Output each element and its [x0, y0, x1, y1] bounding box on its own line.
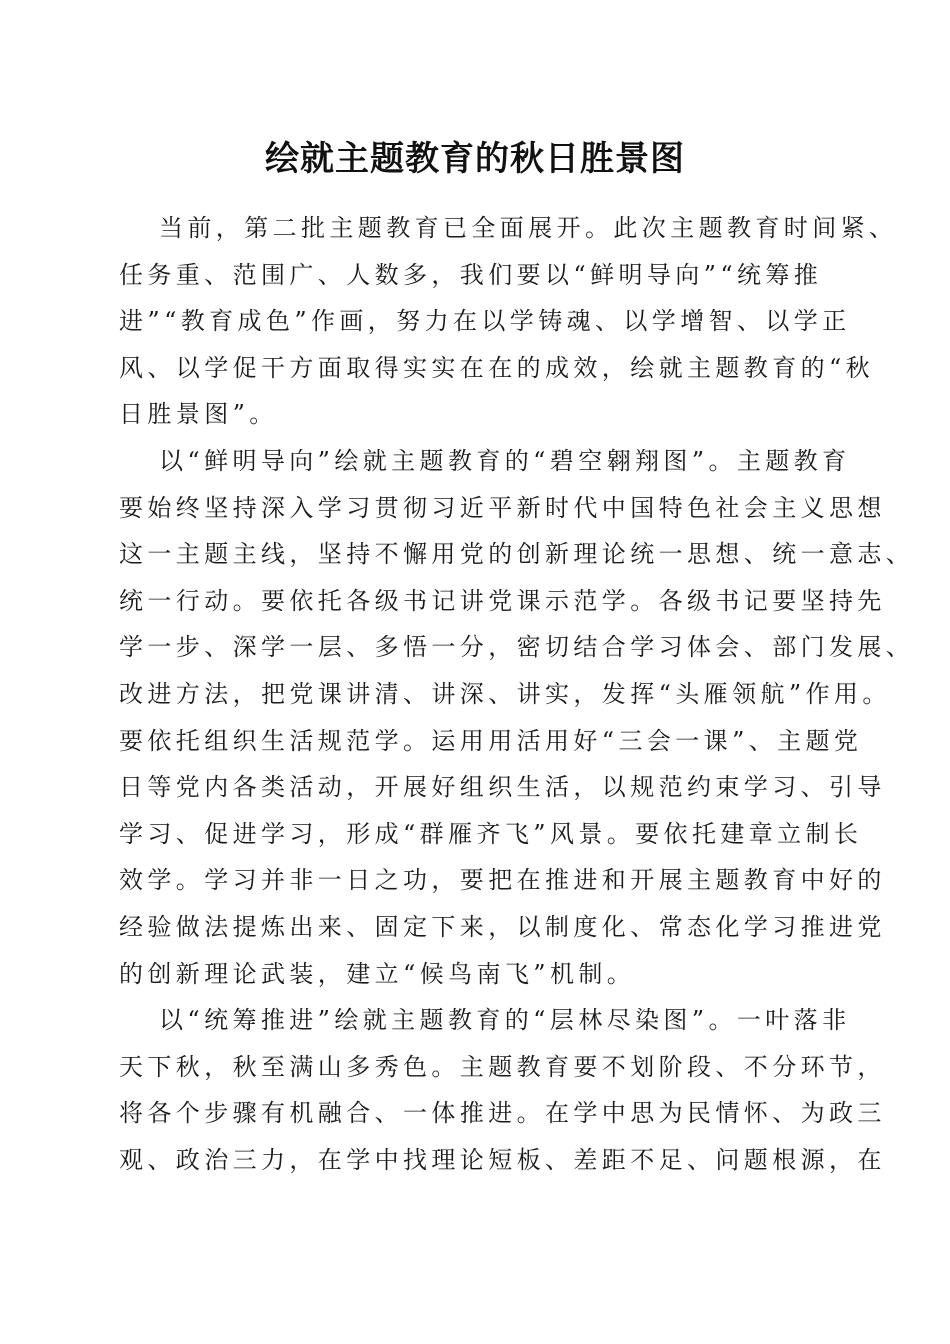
paragraph-2-line-10: 效学。学习并非一日之功，要把在推进和开展主题教育中好的 [119, 866, 886, 895]
paragraph-2-line-7: 要依托组织生活规范学。运用用活用好“三会一课”、主题党 [119, 726, 863, 755]
paragraph-2-line-3: 这一主题主线，坚持不懈用党的创新理论统一思想、统一意志、 [119, 540, 915, 569]
paragraph-3-line-4: 观、政治三力，在学中找理论短板、差距不足、问题根源，在 [119, 1145, 886, 1174]
paragraph-1-line-5: 日胜景图”。 [119, 400, 278, 429]
document-title: 绘就主题教育的秋日胜景图 [265, 139, 685, 179]
paragraph-2-line-2: 要始终坚持深入学习贯彻习近平新时代中国特色社会主义思想 [119, 493, 886, 522]
paragraph-3-line-1: 以“统筹推进”绘就主题教育的“层林尽染图”。一叶落非 [159, 1006, 851, 1035]
paragraph-2-line-12: 的创新理论武装，建立“候鸟南飞”机制。 [119, 959, 636, 988]
paragraph-1-line-4: 风、以学促干方面取得实实在在的成效，绘就主题教育的“秋 [119, 353, 875, 382]
paragraph-3-line-3: 将各个步骤有机融合、一体推进。在学中思为民情怀、为政三 [119, 1099, 886, 1128]
paragraph-1-line-2: 任务重、范围广、人数多，我们要以“鲜明导向”“统筹推 [119, 260, 823, 289]
paragraph-1-line-3: 进”“教育成色”作画，努力在以学铸魂、以学增智、以学正 [119, 307, 851, 336]
paragraph-2-line-8: 日等党内各类活动，开展好组织生活，以规范约束学习、引导 [119, 773, 886, 802]
paragraph-2-line-6: 改进方法，把党课讲清、讲深、讲实，发挥“头雁领航”作用。 [119, 679, 891, 708]
paragraph-2-line-5: 学一步、深学一层、多悟一分，密切结合学习体会、部门发展、 [119, 633, 915, 662]
paragraph-2-line-11: 经验做法提炼出来、固定下来，以制度化、常态化学习推进党 [119, 912, 886, 941]
document-body [119, 205, 915, 1183]
paragraph-3-line-2: 天下秋，秋至满山多秀色。主题教育要不划阶段、不分环节， [119, 1052, 886, 1081]
paragraph-2-line-4: 统一行动。要依托各级书记讲党课示范学。各级书记要坚持先 [119, 586, 886, 615]
paragraph-2-line-9: 学习、促进学习，形成“群雁齐飞”风景。要依托建章立制长 [119, 819, 863, 848]
paragraph-1-line-1: 当前，第二批主题教育已全面展开。此次主题教育时间紧、 [159, 214, 898, 242]
paragraph-2-line-1: 以“鲜明导向”绘就主题教育的“碧空翱翔图”。主题教育 [159, 446, 851, 475]
